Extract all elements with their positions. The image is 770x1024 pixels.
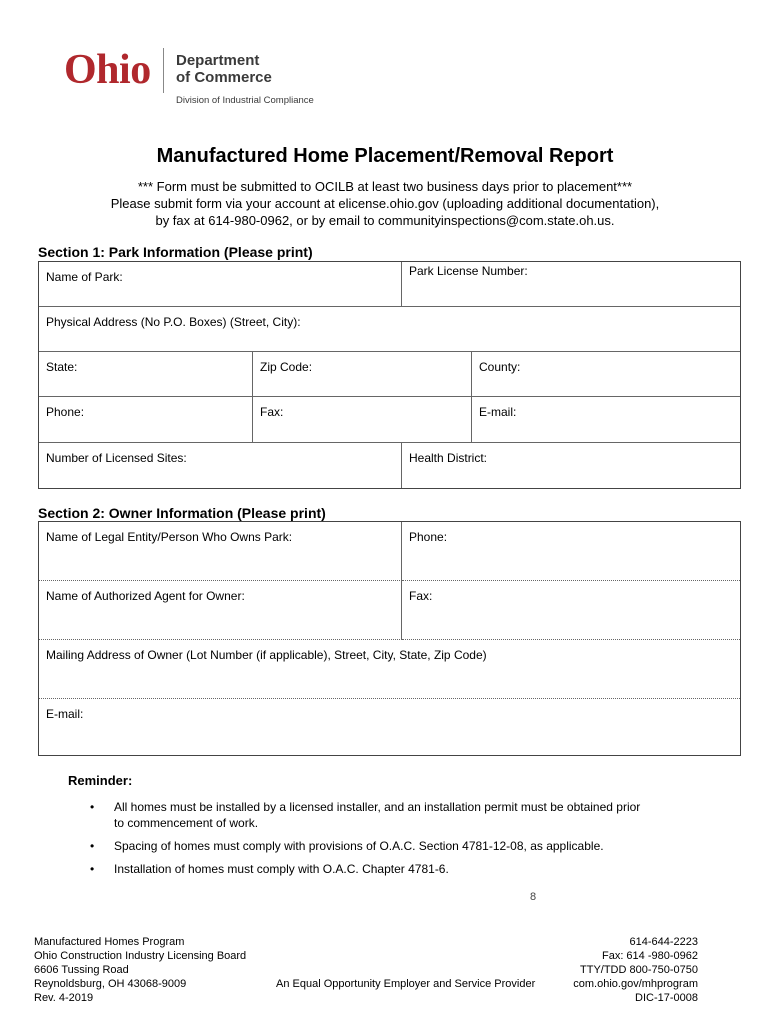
state-label: State: — [46, 360, 78, 374]
authorized-agent-field[interactable] — [39, 581, 402, 640]
fax-field[interactable] — [253, 397, 472, 443]
owner-email-field[interactable] — [39, 699, 740, 755]
section-2-form — [38, 521, 741, 756]
ohio-logo: Ohio — [64, 47, 151, 93]
health-district-label: Health District: — [409, 451, 488, 465]
footer-right-line: 614-644-2223 — [629, 936, 698, 948]
footer-left-line: Manufactured Homes Program — [34, 936, 185, 948]
legal-entity-label: Name of Legal Entity/Person Who Owns Park: — [46, 530, 293, 544]
section-2-title: Section 2: Owner Information (Please print) — [38, 505, 326, 521]
mailing-address-label: Mailing Address of Owner (Lot Number (if applicable), Street, City, State, Zip Code) — [46, 648, 487, 662]
fax-label: Fax: — [260, 405, 284, 419]
footer-right-line: com.ohio.gov/mhprogram — [573, 978, 698, 990]
park-license-field[interactable] — [402, 262, 740, 307]
zip-code-label: Zip Code: — [260, 360, 313, 374]
bullet-icon: • — [90, 862, 95, 876]
owner-phone-field[interactable] — [402, 522, 740, 581]
footer-address — [34, 935, 246, 1005]
zip-code-field[interactable] — [253, 352, 472, 397]
subtitle-line-1: *** Form must be submitted to OCILB at least two business days prior to placement*** — [137, 179, 633, 194]
footer-left-line: Ohio Construction Industry Licensing Board — [34, 950, 247, 962]
footer-right-line: DIC-17-0008 — [635, 992, 698, 1004]
footer-left-line: Rev. 4-2019 — [34, 992, 94, 1004]
page-number: 8 — [530, 891, 537, 903]
reminder-item — [90, 838, 730, 854]
mailing-address-field[interactable] — [39, 640, 740, 699]
county-field[interactable] — [472, 352, 740, 397]
logo-divider — [163, 48, 164, 93]
phone-field[interactable] — [39, 397, 253, 443]
park-name-label: Name of Park: — [46, 270, 123, 284]
bullet-icon: • — [90, 839, 95, 853]
section-1-title: Section 1: Park Information (Please print) — [38, 244, 313, 260]
reminder-text: All homes must be installed by a licensed installer, and an installation permit must be obtained prior to commencement of work. — [114, 800, 641, 830]
footer-right-line: TTY/TDD 800-750-0750 — [580, 964, 698, 976]
reminder-text: Installation of homes must comply with O.A.C. Chapter 4781-6. — [114, 862, 449, 876]
subtitle-line-2: Please submit form via your account at elicense.ohio.gov (uploading additional documentation), — [110, 196, 660, 211]
physical-address-label: Physical Address (No P.O. Boxes) (Street, City): — [46, 315, 301, 329]
bullet-icon: • — [90, 800, 95, 814]
physical-address-field[interactable] — [39, 307, 740, 352]
state-field[interactable] — [39, 352, 253, 397]
owner-phone-label: Phone: — [409, 530, 448, 544]
email-label: E-mail: — [479, 405, 517, 419]
email-field[interactable] — [472, 397, 740, 443]
park-name-field[interactable] — [39, 262, 402, 307]
footer-equal-opportunity: An Equal Opportunity Employer and Service Provider — [276, 978, 536, 990]
owner-email-label: E-mail: — [46, 707, 84, 721]
legal-entity-field[interactable] — [39, 522, 402, 581]
department-name — [176, 52, 272, 86]
subtitle-line-3: by fax at 614-980-0962, or by email to communityinspections@com.state.oh.us. — [155, 213, 615, 228]
park-license-label: Park License Number: — [409, 264, 528, 278]
phone-label: Phone: — [46, 405, 85, 419]
division-name: Division of Industrial Compliance — [176, 95, 314, 106]
section-1-form — [38, 261, 741, 489]
reminder-item — [90, 799, 730, 831]
authorized-agent-label: Name of Authorized Agent for Owner: — [46, 589, 245, 603]
reminder-title: Reminder: — [68, 773, 133, 788]
footer-contact — [573, 935, 698, 1005]
licensed-sites-field[interactable] — [39, 443, 402, 488]
footer-left-line: 6606 Tussing Road — [34, 964, 129, 976]
county-label: County: — [479, 360, 521, 374]
reminder-text: Spacing of homes must comply with provisions of O.A.C. Section 4781-12-08, as applicable. — [114, 839, 604, 853]
footer-right-line: Fax: 614 -980-0962 — [601, 950, 698, 962]
footer-left-line: Reynoldsburg, OH 43068-9009 — [34, 978, 187, 990]
department-line-1: Department — [176, 52, 260, 69]
owner-fax-label: Fax: — [409, 589, 433, 603]
page-title: Manufactured Home Placement/Removal Report — [156, 145, 614, 167]
licensed-sites-label: Number of Licensed Sites: — [46, 451, 187, 465]
reminder-item — [90, 861, 730, 877]
health-district-field[interactable] — [402, 443, 740, 488]
department-line-2: of Commerce — [176, 69, 272, 86]
owner-fax-field[interactable] — [402, 581, 740, 640]
